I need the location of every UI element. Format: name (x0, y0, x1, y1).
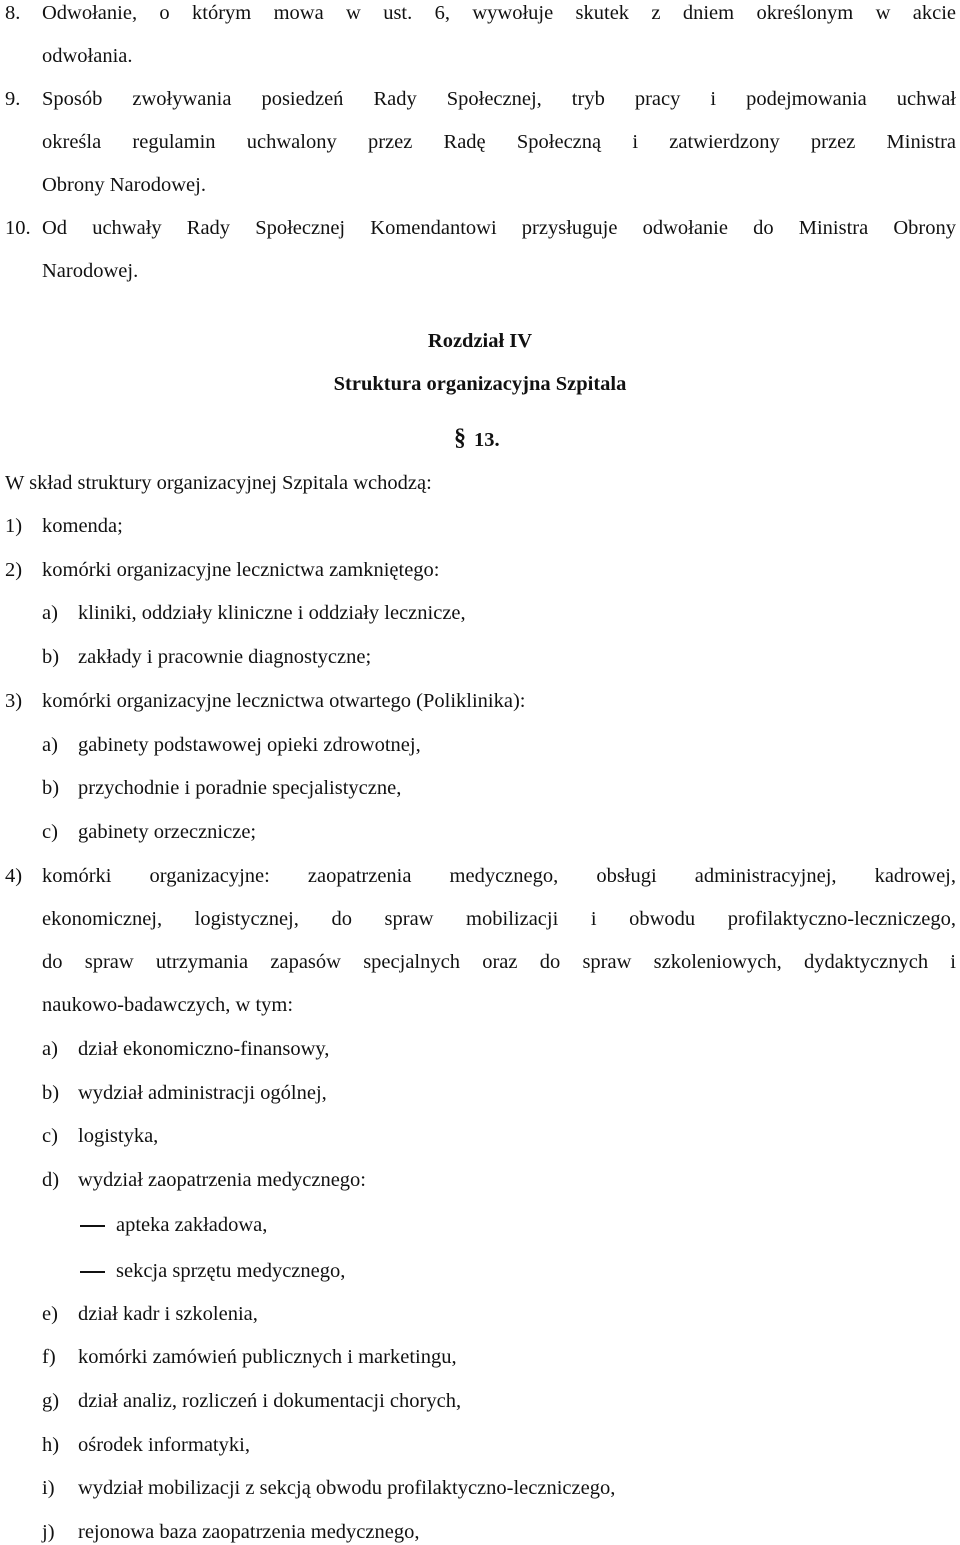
item-number: 9. (5, 88, 21, 110)
list-item-line: komórki organizacyjne: zaopatrzenia medycznego, obsługi administracyjnej, kadrowej, (42, 865, 956, 887)
sublist-item: wydział zaopatrzenia medycznego: (78, 1169, 366, 1191)
sublist-marker: a) (42, 602, 58, 624)
sublist-marker: a) (42, 734, 58, 756)
paragraph-line: Odwołanie, o którym mowa w ust. 6, wywołuje skutek z dniem określonym w akcie (42, 2, 956, 24)
section-symbol: § (454, 425, 466, 451)
item-number: 8. (5, 2, 21, 24)
list-item-line: ekonomicznej, logistycznej, do spraw mobilizacji i obwodu profilaktyczno-leczniczego, (42, 908, 956, 930)
paragraph-line: Sposób zwoływania posiedzeń Rady Społecznej, tryb pracy i podejmowania uchwał (42, 88, 956, 110)
sublist-item: logistyka, (78, 1125, 159, 1147)
sublist-item: dział kadr i szkolenia, (78, 1303, 258, 1325)
paragraph-line: Obrony Narodowej. (42, 174, 206, 196)
list-item-line: do spraw utrzymania zapasów specjalnych oraz do spraw szkoleniowych, dydaktycznych i (42, 951, 956, 973)
sublist-marker: b) (42, 1082, 60, 1104)
sublist-marker: f) (42, 1346, 56, 1368)
sublist-marker: b) (42, 646, 60, 668)
paragraph-line: Od uchwały Rady Społecznej Komendantowi przysługuje odwołanie do Ministra Obrony (42, 217, 956, 239)
sublist-item: gabinety podstawowej opieki zdrowotnej, (78, 734, 421, 756)
item-number: 10. (5, 217, 31, 239)
list-marker: 4) (5, 865, 23, 887)
sublist-item: dział ekonomiczno-finansowy, (78, 1038, 330, 1060)
sublist-marker: e) (42, 1303, 58, 1325)
dash-bullet (80, 1225, 105, 1227)
chapter-subtitle: Struktura organizacyjna Szpitala (333, 373, 627, 395)
sublist-item: wydział administracji ogólnej, (78, 1082, 327, 1104)
dash-bullet (80, 1271, 105, 1273)
sublist-marker: h) (42, 1434, 60, 1456)
section-number: 13. (474, 429, 500, 451)
sublist-item: komórki zamówień publicznych i marketingu, (78, 1346, 457, 1368)
list-marker: 1) (5, 515, 23, 537)
sublist-marker: b) (42, 777, 60, 799)
sublist-item: dział analiz, rozliczeń i dokumentacji chorych, (78, 1390, 462, 1412)
sublist-item: rejonowa baza zaopatrzenia medycznego, (78, 1521, 420, 1543)
list-item-line: naukowo-badawczych, w tym: (42, 994, 294, 1016)
sublist-marker: j) (42, 1521, 55, 1543)
chapter-title: Rozdział IV (427, 330, 533, 352)
list-marker: 2) (5, 559, 23, 581)
sublist-item: kliniki, oddziały kliniczne i oddziały lecznicze, (78, 602, 466, 624)
sublist-item: ośrodek informatyki, (78, 1434, 250, 1456)
sublist-marker: a) (42, 1038, 58, 1060)
dash-list-item: apteka zakładowa, (116, 1214, 268, 1236)
list-item: komórki organizacyjne lecznictwa zamkniętego: (42, 559, 440, 581)
sublist-marker: c) (42, 821, 58, 843)
sublist-item: wydział mobilizacji z sekcją obwodu profilaktyczno-leczniczego, (78, 1477, 616, 1499)
sublist-item: gabinety orzecznicze; (78, 821, 257, 843)
sublist-marker: g) (42, 1390, 60, 1412)
dash-list-item: sekcja sprzętu medycznego, (116, 1260, 346, 1282)
sublist-marker: c) (42, 1125, 58, 1147)
sublist-item: przychodnie i poradnie specjalistyczne, (78, 777, 402, 799)
list-item: komenda; (42, 515, 123, 537)
sublist-marker: d) (42, 1169, 60, 1191)
paragraph-line: odwołania. (42, 45, 133, 67)
sublist-item: zakłady i pracownie diagnostyczne; (78, 646, 372, 668)
list-marker: 3) (5, 690, 23, 712)
paragraph-line: Narodowej. (42, 260, 139, 282)
sublist-marker: i) (42, 1477, 55, 1499)
paragraph-line: określa regulamin uchwalony przez Radę Społeczną i zatwierdzony przez Ministra (42, 131, 956, 153)
list-item: komórki organizacyjne lecznictwa otwartego (Poliklinika): (42, 690, 526, 712)
section-intro: W skład struktury organizacyjnej Szpitala wchodzą: (5, 472, 432, 494)
